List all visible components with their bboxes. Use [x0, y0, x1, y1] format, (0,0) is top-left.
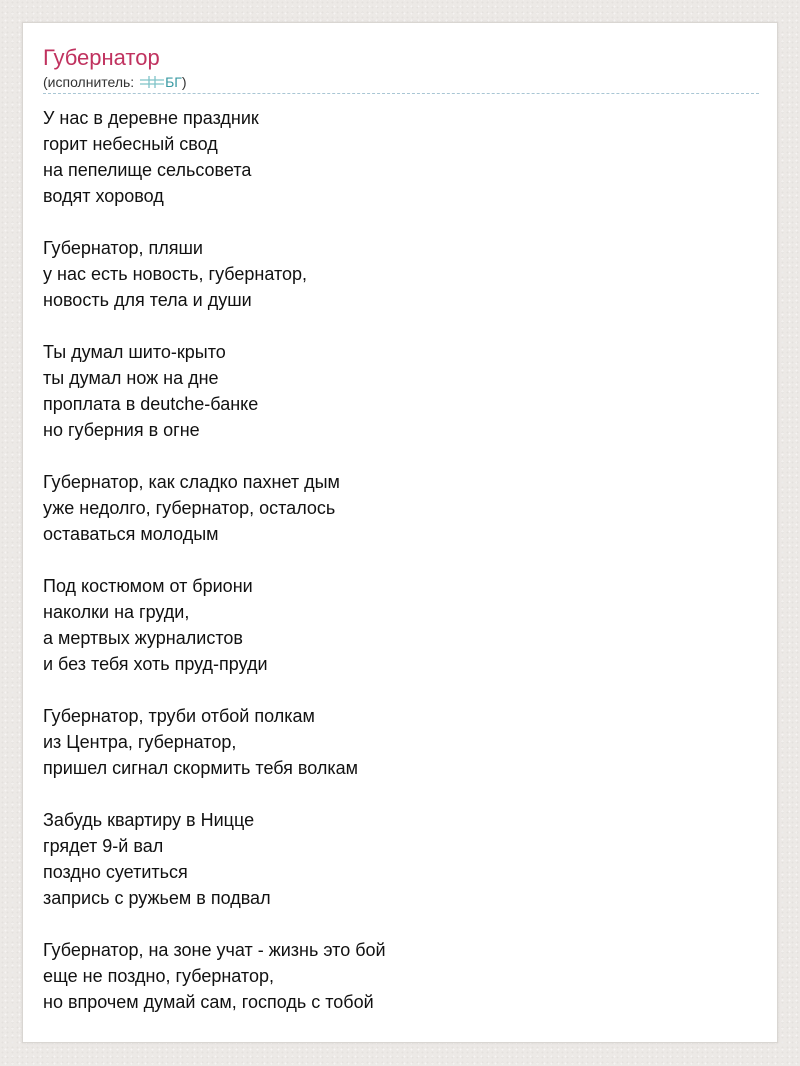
lyrics-stanza [43, 339, 759, 443]
lyrics-line: поздно суетиться [43, 862, 188, 882]
lyrics-line: пришел сигнал скормить тебя волкам [43, 758, 359, 778]
artist-suffix: ) [181, 74, 187, 90]
artist-prefix: (исполнитель: [43, 74, 139, 90]
lyrics-line: но впрочем думай сам, господь с тобой [43, 992, 374, 1012]
lyrics-line: новость для тела и души [43, 290, 252, 310]
lyrics-line: на пепелище сельсовета [43, 160, 252, 180]
lyrics-line: ты думал нож на дне [43, 368, 219, 388]
artist-link[interactable]: БГ [165, 74, 182, 90]
lyrics-line: Ты думал шито-крыто [43, 342, 226, 362]
lyrics-stanza [43, 235, 759, 313]
title-divider [43, 93, 759, 94]
lyrics-line: Под костюмом от бриони [43, 576, 253, 596]
song-title: Губернатор [43, 45, 160, 70]
lyrics-stanza [43, 105, 759, 209]
lyrics-line: а мертвых журналистов [43, 628, 243, 648]
lyrics-line: грядет 9-й вал [43, 836, 164, 856]
lyrics-line: уже недолго, губернатор, осталось [43, 498, 336, 518]
lyrics-body [43, 105, 759, 1041]
lyrics-line: У нас в деревне праздник [43, 108, 259, 128]
lyrics-stanza [43, 573, 759, 677]
lyrics-line: наколки на груди, [43, 602, 190, 622]
lyrics-line: Забудь квартиру в Ницце [43, 810, 255, 830]
lyrics-line: проплата в deutche-банке [43, 394, 259, 414]
lyrics-stanza [43, 703, 759, 781]
lyrics-stanza [43, 469, 759, 547]
lyrics-line: горит небесный свод [43, 134, 218, 154]
lyrics-line: Губернатор, пляши [43, 238, 203, 258]
lyrics-stanza [43, 807, 759, 911]
lyrics-line: Губернатор, труби отбой полкам [43, 706, 315, 726]
lyrics-line: Губернатор, как сладко пахнет дым [43, 472, 340, 492]
lyrics-line: водят хоровод [43, 186, 164, 206]
lyrics-line: еще не поздно, губернатор, [43, 966, 274, 986]
lyrics-card [22, 22, 778, 1043]
artist-symbol-icon [140, 74, 164, 86]
lyrics-line: запрись с ружьем в подвал [43, 888, 271, 908]
lyrics-line: оставаться молодым [43, 524, 219, 544]
lyrics-line: Губернатор, на зоне учат - жизнь это бой [43, 940, 386, 960]
lyrics-line: из Центра, губернатор, [43, 732, 237, 752]
lyrics-stanza [43, 937, 759, 1015]
artist-line [43, 73, 187, 91]
lyrics-line: и без тебя хоть пруд-пруди [43, 654, 268, 674]
lyrics-line: но губерния в огне [43, 420, 200, 440]
lyrics-line: у нас есть новость, губернатор, [43, 264, 308, 284]
